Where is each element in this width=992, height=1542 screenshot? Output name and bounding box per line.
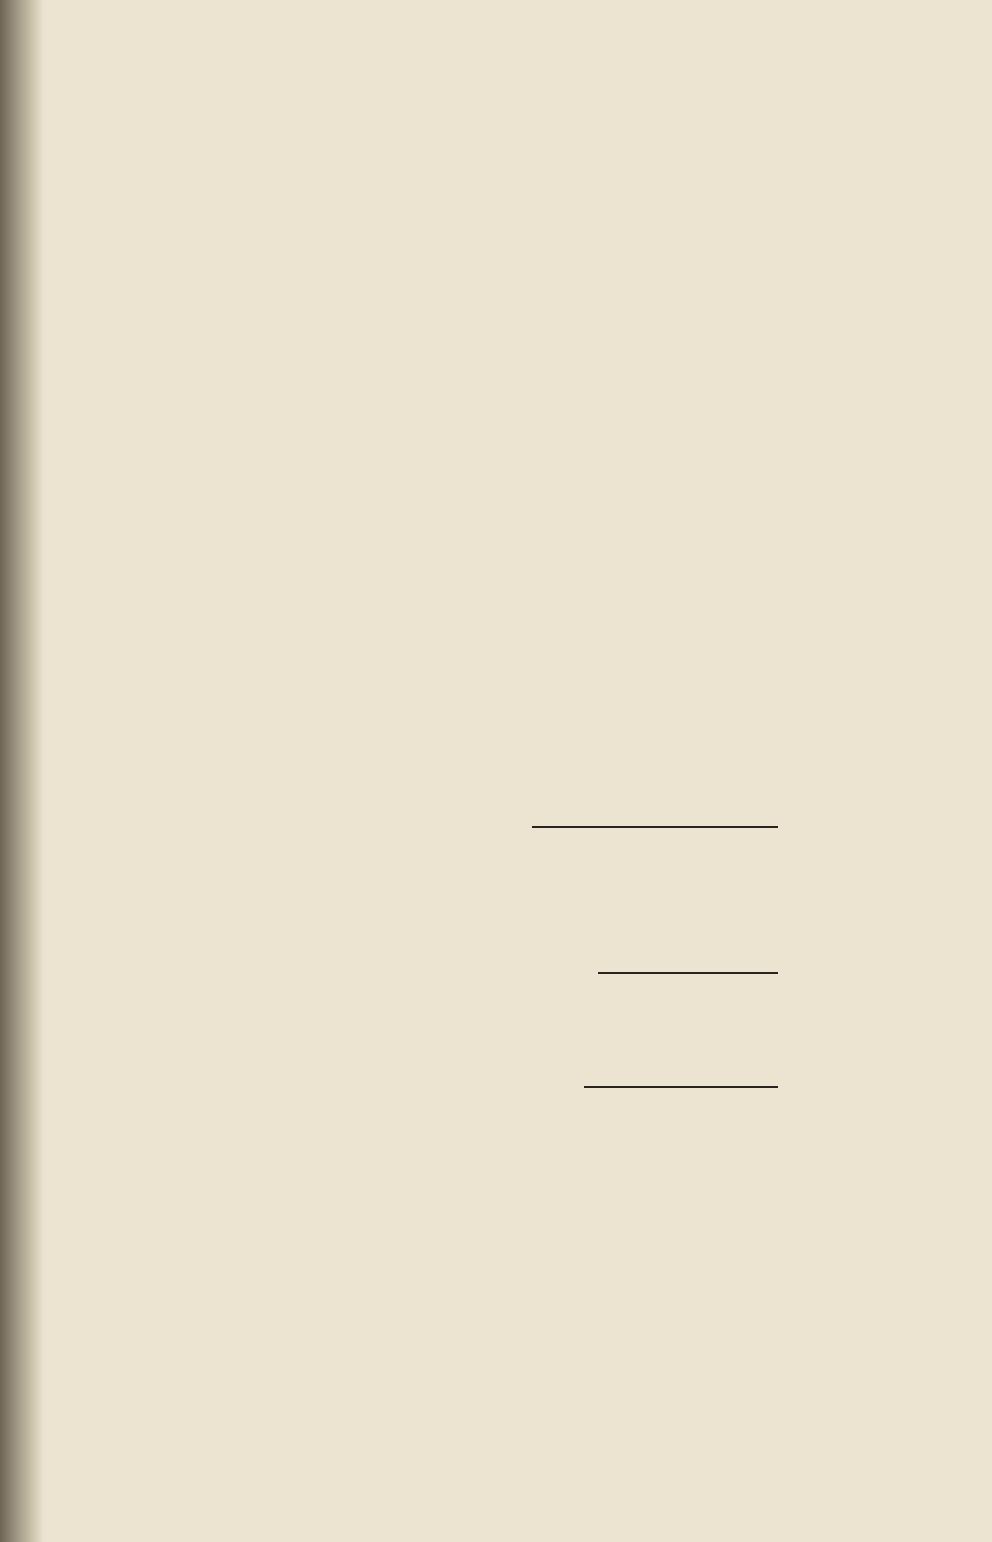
residents-row (0, 722, 800, 754)
death-age-row (0, 1256, 800, 1288)
marriages-row (0, 1042, 800, 1074)
death-age-row (0, 1354, 800, 1386)
total-row (0, 836, 800, 868)
residents-row (0, 655, 800, 687)
death-age-row (0, 1223, 800, 1255)
death-age-row (0, 1288, 800, 1320)
residents-row (0, 622, 800, 654)
residents-row (0, 755, 800, 787)
death-age-row (0, 1387, 800, 1419)
residents-row (0, 589, 800, 621)
residents-row (0, 788, 800, 820)
residents-row (0, 522, 800, 554)
residents-row (0, 555, 800, 587)
residents-total-rule (532, 826, 778, 828)
residents-row (0, 689, 800, 721)
marriages-total-rule (584, 1086, 778, 1088)
death-age-row (0, 1321, 800, 1353)
death-age-row (0, 1190, 800, 1222)
deaths-under-one-row (0, 1158, 800, 1190)
total-row (0, 1094, 800, 1126)
births-row (0, 931, 800, 963)
births-total-rule (598, 972, 778, 974)
births-row (0, 898, 800, 930)
total-row (0, 980, 800, 1012)
